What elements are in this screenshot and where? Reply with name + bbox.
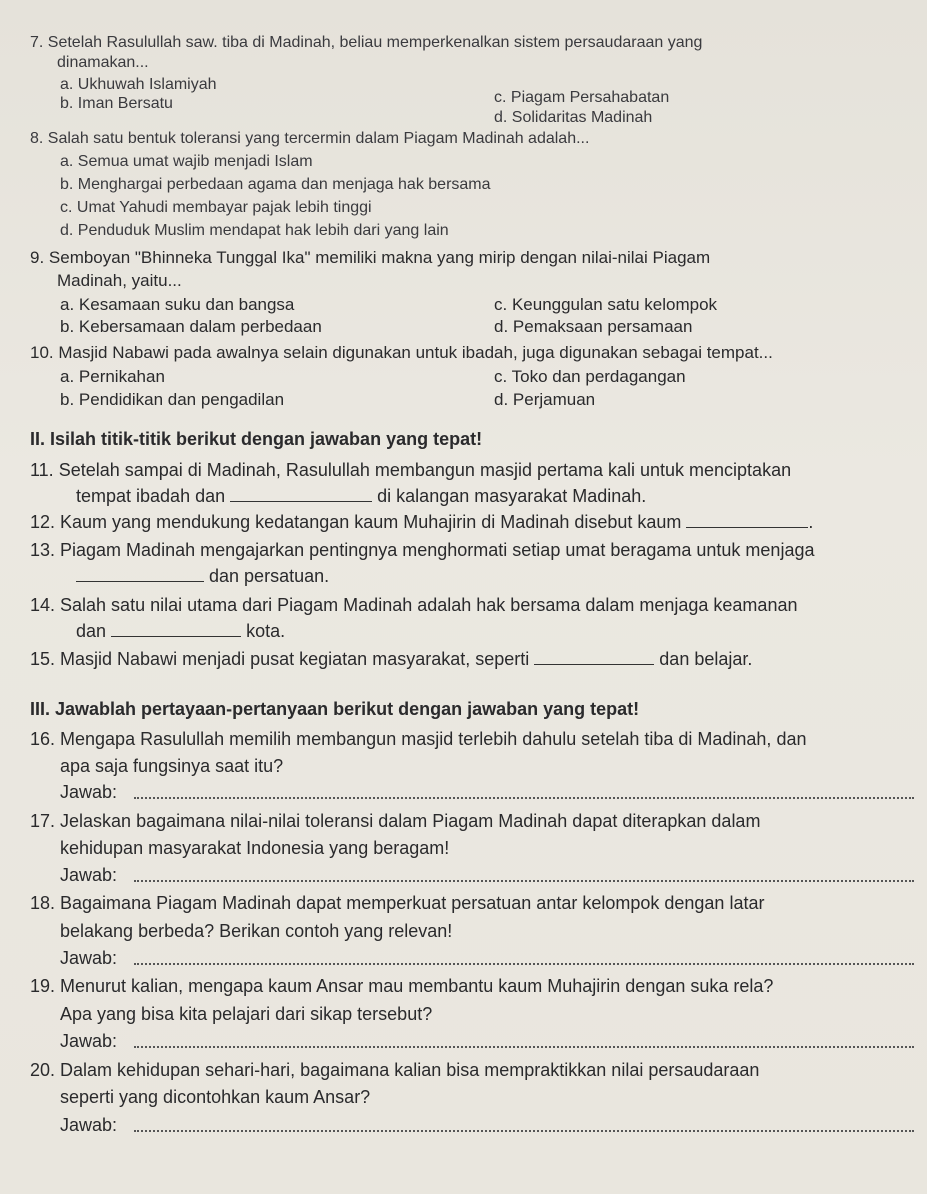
q13-text-after: dan persatuan. [209,566,330,586]
q16-answer-line[interactable] [134,797,914,799]
q20-line1: 20. Dalam kehidupan sehari-hari, bagaimana kalian bisa mempraktikkan nilai persaudaraan [30,1060,760,1080]
q17-answer-label: Jawab: [60,865,118,885]
q8-option-b: b. Menghargai perbedaan agama dan menjaga hak bersama [60,176,491,193]
q15-text-before: 15. Masjid Nabawi menjadi pusat kegiatan masyarakat, seperti [30,649,530,669]
q8-option-d: d. Penduduk Muslim mendapat hak lebih dari yang lain [60,222,449,239]
q9-stem-line1: 9. Semboyan "Bhinneka Tunggal Ika" memiliki makna yang mirip dengan nilai-nilai Piagam [30,248,711,267]
q10-option-a: a. Pernikahan [60,367,165,386]
q9-stem-line2: Madinah, yaitu... [57,271,182,290]
q18-answer-line[interactable] [134,963,914,965]
q9-option-d: d. Pemaksaan persamaan [494,317,693,336]
section-3-heading: III. Jawablah pertayaan-pertanyaan berikut dengan jawaban yang tepat! [30,699,640,719]
q8-option-c: c. Umat Yahudi membayar pajak lebih tinggi [60,199,372,216]
q9-option-c: c. Keunggulan satu kelompok [494,295,718,314]
q18-line1: 18. Bagaimana Piagam Madinah dapat memperkuat persatuan antar kelompok dengan latar [30,893,765,913]
q11-text-after: di kalangan masyarakat Madinah. [377,486,647,506]
q14-text-before: dan [76,621,107,641]
q8-option-a: a. Semua umat wajib menjadi Islam [60,153,313,170]
q13-line2 [76,567,329,585]
q16-answer-label: Jawab: [60,782,118,802]
q7-option-c: c. Piagam Persahabatan [494,89,670,106]
q10-option-c: c. Toko dan perdagangan [494,367,686,386]
q19-answer-label: Jawab: [60,1031,118,1051]
q9-option-a: a. Kesamaan suku dan bangsa [60,295,295,314]
q12-text: 12. Kaum yang mendukung kedatangan kaum Muhajirin di Madinah disebut kaum [30,512,682,532]
q7-option-b: b. Iman Bersatu [60,95,173,112]
q14-text-after: kota. [246,621,286,641]
q9-option-b: b. Kebersamaan dalam perbedaan [60,317,322,336]
q13-blank[interactable] [76,581,204,582]
q18-line2: belakang berbeda? Berikan contoh yang relevan! [60,921,453,941]
q20-line2: seperti yang dicontohkan kaum Ansar? [60,1087,371,1107]
q13-line1: 13. Piagam Madinah mengajarkan pentingnya menghormati setiap umat beragama untuk menjaga [30,540,815,560]
q19-line1: 19. Menurut kalian, mengapa kaum Ansar mau membantu kaum Muhajirin dengan suka rela? [30,976,774,996]
q20-answer-label: Jawab: [60,1115,118,1135]
q11-line2 [76,487,646,505]
q20-answer-line[interactable] [134,1130,914,1132]
q7-option-d: d. Solidaritas Madinah [494,109,653,126]
q12-period: . [808,512,814,532]
section-2-heading: II. Isilah titik-titik berikut dengan jawaban yang tepat! [30,429,483,449]
q15-blank[interactable] [534,664,654,665]
q16-line2: apa saja fungsinya saat itu? [60,756,284,776]
q14-line2 [76,622,285,640]
q11-line1: 11. Setelah sampai di Madinah, Rasulullah membangun masjid pertama kali untuk menciptakan [30,460,792,480]
q16-line1: 16. Mengapa Rasulullah memilih membangun masjid terlebih dahulu setelah tiba di Madinah, dan [30,729,807,749]
q7-stem-line2: dinamakan... [57,54,149,71]
q17-answer-line[interactable] [134,880,914,882]
q11-blank[interactable] [230,501,372,502]
q10-stem: 10. Masjid Nabawi pada awalnya selain digunakan untuk ibadah, juga digunakan sebagai tempat... [30,343,773,362]
q15-line [30,650,752,668]
q7-option-a: a. Ukhuwah Islamiyah [60,76,217,93]
q14-blank[interactable] [111,636,241,637]
q8-stem: 8. Salah satu bentuk toleransi yang tercermin dalam Piagam Madinah adalah... [30,130,590,147]
q10-option-b: b. Pendidikan dan pengadilan [60,390,285,409]
q14-line1: 14. Salah satu nilai utama dari Piagam Madinah adalah hak bersama dalam menjaga keamanan [30,595,798,615]
q7-stem-line1: 7. Setelah Rasulullah saw. tiba di Madinah, beliau memperkenalkan sistem persaudaraan yang [30,34,703,51]
q12-line [30,513,813,531]
q19-line2: Apa yang bisa kita pelajari dari sikap tersebut? [60,1004,433,1024]
q19-answer-line[interactable] [134,1046,914,1048]
q12-blank[interactable] [686,527,808,528]
q17-line2: kehidupan masyarakat Indonesia yang beragam! [60,838,450,858]
q18-answer-label: Jawab: [60,948,118,968]
q10-option-d: d. Perjamuan [494,390,596,409]
q15-text-after: dan belajar. [659,649,753,669]
q17-line1: 17. Jelaskan bagaimana nilai-nilai toleransi dalam Piagam Madinah dapat diterapkan dalam [30,811,761,831]
q11-text-before: tempat ibadah dan [76,486,226,506]
